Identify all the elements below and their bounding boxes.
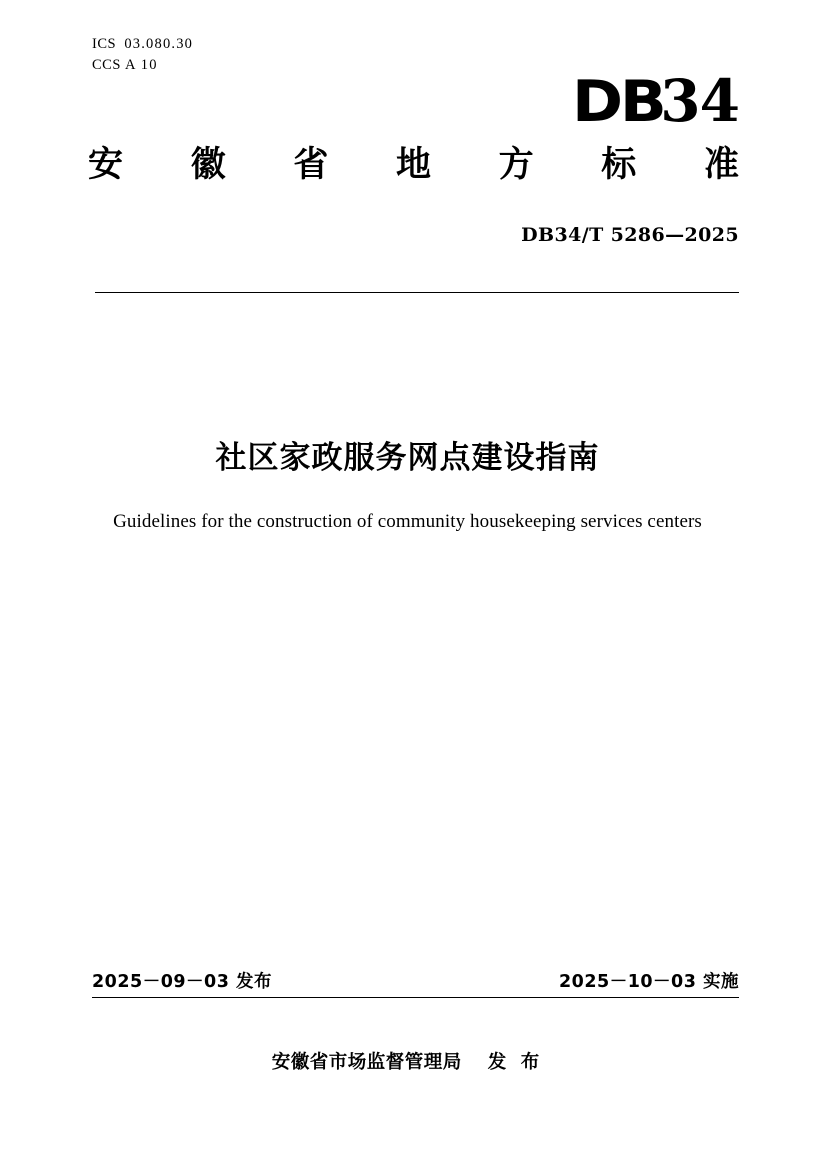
footer-divider [92,997,739,998]
org-char-4: 方 [498,145,534,185]
header-divider [95,292,739,293]
db34-logo-prefix: DB [571,69,664,135]
dates-row [92,968,739,993]
publish-label: 发 布 [487,1052,544,1073]
issuer-name: 安徽省市场监督管理局 [271,1052,462,1073]
issuer-row [0,1048,815,1074]
ics-line [92,34,193,55]
ics-label: ICS [92,36,117,52]
ics-ccs-block [92,34,193,76]
org-char-5: 标 [601,145,637,185]
issue-date: 2025－09－03 发布 [92,972,273,992]
document-title-chinese: 社区家政服务网点建设指南 [215,440,600,476]
ccs-label: CCS [92,57,121,74]
org-char-3: 地 [395,145,431,185]
org-char-0: 安 [88,145,124,185]
db34-logo-number: 34 [660,67,739,135]
ccs-value: A 10 [125,57,158,74]
document-title-english: Guidelines for the construction of community housekeeping services centers [113,511,702,532]
ccs-line [92,55,193,76]
standard-org-title [88,145,739,185]
implementation-date: 2025－10－03 实施 [558,972,739,992]
org-char-6: 准 [703,145,739,185]
org-char-1: 徽 [190,145,226,185]
org-char-2: 省 [293,145,329,185]
ics-value: 03.080.30 [124,36,194,52]
db34-logo [571,67,739,135]
standard-number: DB34/T 5286—2025 [521,224,739,246]
